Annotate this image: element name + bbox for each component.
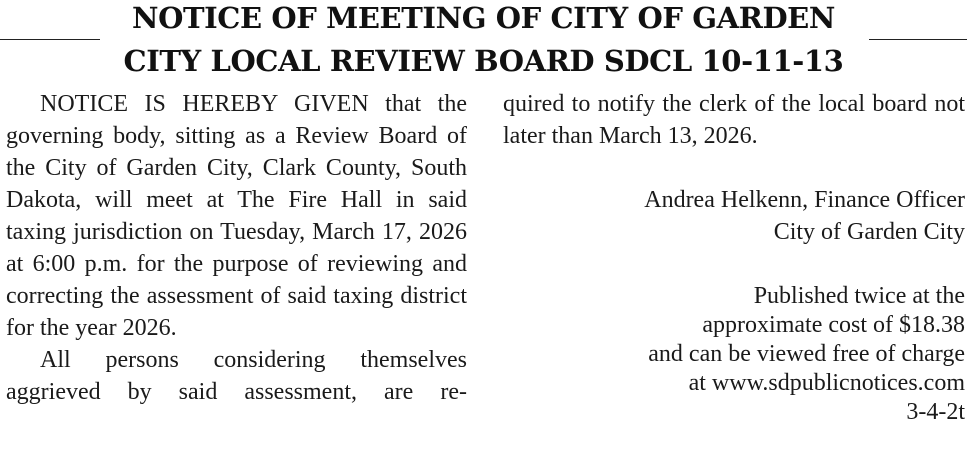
publication-line-1: Published twice at the	[753, 283, 965, 309]
publication-code: 3-4-2t	[906, 399, 965, 425]
publication-line-4: at www.sdpublicnotices.com	[688, 370, 965, 396]
publication-line-3: and can be viewed free of charge	[648, 341, 965, 367]
right-column	[503, 88, 965, 427]
headline-rule-left	[0, 39, 100, 40]
notice-headline	[0, 0, 967, 84]
signature-block	[503, 184, 965, 248]
headline-rule-right	[869, 39, 967, 40]
notice-paragraph-2-start: All persons considering themselves aggrieved by said assessment, are re-	[6, 347, 467, 405]
notice-paragraph-2-continued: quired to notify the clerk of the local board not later than March 13, 2026.	[503, 91, 965, 149]
signature-organization: City of Garden City	[773, 219, 965, 245]
publication-line-2: approximate cost of $18.38	[702, 312, 965, 338]
headline-line-1: NOTICE OF MEETING OF CITY OF GARDEN	[131, 1, 835, 35]
notice-paragraph-1: NOTICE IS HEREBY GIVEN that the governing body, sitting as a Review Board of the City of Garden City, Clark County, South Dakota, will meet at The Fire Hall in said taxing jurisdiction on Tuesday, March 17, 2026 at 6:00 p.m. for the purpose of reviewing and correcting the assessment of said taxing district for the year 2026.	[6, 91, 467, 341]
left-column	[6, 88, 467, 408]
signature-name-title: Andrea Helkenn, Finance Officer	[644, 187, 965, 213]
publication-info	[503, 282, 965, 427]
headline-line-2: CITY LOCAL REVIEW BOARD SDCL 10-11-13	[123, 44, 844, 78]
